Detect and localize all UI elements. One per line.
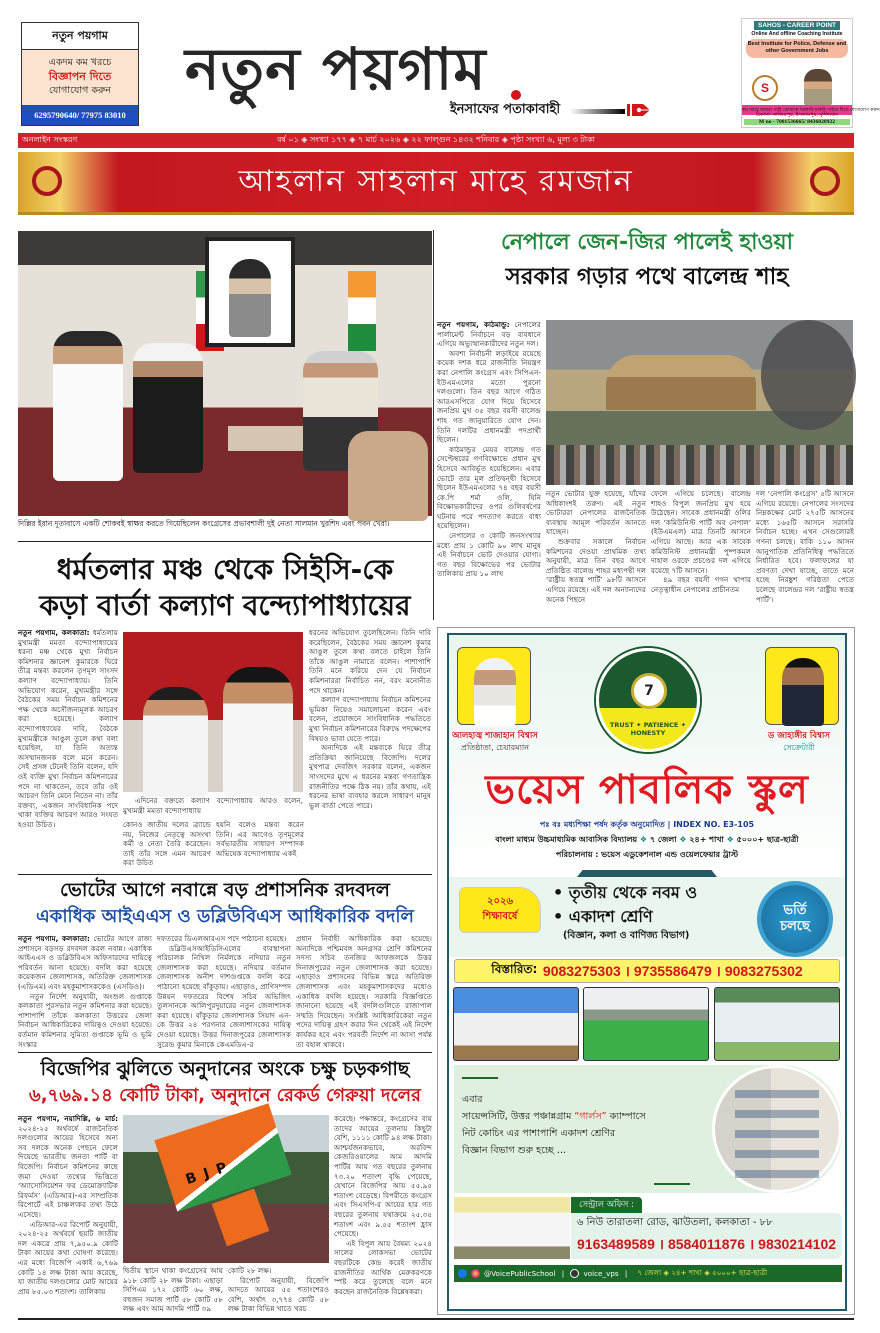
founder-photo xyxy=(457,647,531,725)
contact-number[interactable]: 9083275302 xyxy=(724,963,803,979)
bjp-column-1 xyxy=(18,1114,118,1314)
india-flag xyxy=(348,271,376,351)
instagram-icon[interactable] xyxy=(471,1269,480,1278)
campus-photo xyxy=(453,987,579,1061)
central-office xyxy=(454,1197,842,1259)
founder-role: প্রতিষ্ঠাতা, চেয়ারম্যান xyxy=(460,743,530,752)
bjp-column-4 xyxy=(334,1114,432,1314)
bjp-column-3 xyxy=(228,1266,329,1314)
ad-subtitle: Online And offline Coaching Institute xyxy=(751,31,843,37)
edition-date-bar xyxy=(18,133,854,148)
ad-phone: 6295790640/ 77975 83010 xyxy=(22,105,138,125)
voice-public-school-ad[interactable] xyxy=(437,627,855,1315)
body-text: নতুন নির্দেশ অনুযায়ী, অংশুল গুপ্তাকে কলকাতা পুরসভার নতুন কমিশনার করা হয়েছে। পাশাপাশি তাঁকে কলকাতা উত্তরের জেলা নির্বাচন আধিকারিকের দায়িত্বও দেওয়া হয়েছে। বর্তমান কমিশনার সুমিতা গুপ্তাকে ভূমি ও ভূমি সংস্কার xyxy=(18,991,152,1049)
body-text: এই বিপুল আয় বৈষম্য ২০২৪ সালের লোকসভা ভোটের বছরটিকে কেন্দ্র করেই জাতীয় রাজনীতির আর্থিক মেরুকরণকে স্পষ্ট করে তুলেছে বলে মনে করছেন রাজনৈতিক বিশ্লেষকরা। xyxy=(334,1238,432,1296)
notice-line: এবার xyxy=(462,1094,483,1105)
ad-pitch: Best Institute for Police, Defense and other Government Jobs xyxy=(746,39,848,58)
body-text: নেপালের পার্লামেন্ট নির্বাচনে বড় ব্যবধানে এগিয়ে অভ্যুত্থানকারীদের নতুন দল। xyxy=(437,320,541,349)
ramzan-banner xyxy=(18,152,854,215)
bjp-column-2: দ্বিতীয় স্থানে থাকা কংগ্রেসের আয় ৯১৮ কোটি ২৮ লক্ষ টাকা। এছাড়া সিপিএম ১৭২ কোটি ৬০ লক্ষ, বহুজন সমাজ পার্টি ৫৮ কোটি ৫৮ লক্ষ এবং আম আদমি পার্টি ৩৯ xyxy=(123,1266,223,1314)
office-details xyxy=(571,1213,842,1259)
social-footer xyxy=(454,1265,842,1282)
diamond-icon: ❖ xyxy=(639,835,650,844)
x-twitter-icon[interactable] xyxy=(570,1269,579,1278)
separator: | xyxy=(622,1269,628,1278)
badge-line: চলছে xyxy=(780,919,810,934)
ad-line-highlight: বিজ্ঞাপন দিতে xyxy=(48,70,112,84)
pen-nib-icon xyxy=(627,101,651,119)
body-text: ধর্মতলায় মুখ্যমন্ত্রী মমতা বন্দ্যোপাধ্যায়ের ধরনা মঞ্চ থেকে মুখ্য নির্বাচন কমিশনার জ্ঞানেশ কুমারকে ঘিরে তীব্র মন্তব্য করলেন তৃণমূল সাংসদ কল্যাণ বন্দ্যোপাধ্যায়। তিনি অভিযোগ করেন, মুখ্যমন্ত্রীর সঙ্গে বৈঠকের সময় নির্বাচন কমিশনের পক্ষ থেকে অসৌজন্যমূলক আচরণ করা হয়েছে। কল্যাণ বন্দ্যোপাধ্যায়ের দাবি, বৈঠকে মুখ্যমন্ত্রীকে আঙুল তুলে কথা বলা হয়েছিল, যা তিনি অত্যন্ত অসম্মানজনক বলে মনে করেন। সেই প্রসঙ্গ টেনেই তিনি বলেন, যদি ওই ব্যক্তি মুখ্য নির্বাচন কমিশনারের পদে না থাকতেন, তবে তাঁর ওই আচরণ তিনি মেনে নিতেন না। তাঁর বক্তব্য, একজন সাংবিধানিক পদে থাকা ব্যক্তির আচরণ আরও সংযত হওয়া উচিত। xyxy=(18,628,118,829)
body-text: অবশ্য নির্বাচনী লড়াইয়ে রয়েছে কয়েক দশক ধরে রাজনীতি নিয়ন্ত্রণ করা নেপালি কংগ্রেস এবং সিপিএন-ইউএমএলের মতো পুরনো দলগুলো। তিন বছর আগে গঠিত আরএসপিতে যোগ দিয়ে হিসেবে জনপ্রিয় মুখ ৩৫ বছর বয়সী বালেন্দ্র শাহ গত জানুয়ারিতে যোগ দেন। তিনি দলটির প্রধানমন্ত্রী পদপ্রার্থী ছিলেন। xyxy=(437,348,541,445)
social-handle[interactable]: @VoicePublicSchool xyxy=(484,1269,556,1278)
dateline: নতুন পয়গাম, কলকাতা: xyxy=(18,628,90,637)
body-text: করেছে। পক্ষান্তরে, কংগ্রেসের ব্যয় তাদের আয়ের তুলনায় কিছুটা বেশি, ১১১১ কোটি ৯৪ লক্ষ টাকা। আশ্চর্যজনকভাবে, অরবিন্দ কেজরিওয়ালের আম আদমি পার্টির আয় গত বছরের তুলনায় ৭৩.২০ শতাংশ বৃদ্ধি পেয়েছে, যেখানে বিজেপির আয় ৫৫.৯৫ শতাংশ বেড়েছে। বিপরীতে কংগ্রেস এবং সিএসপি-র আয়ের হার গত বছরের তুলনায় যথাক্রমে ২৫.৩৫ শতাংশ এবং ৯.৫৫ শতাংশ হ্রাস পেয়েছে। xyxy=(334,1114,432,1239)
girls-campus-notice xyxy=(454,1065,842,1193)
divider xyxy=(462,1077,498,1079)
nepal-column-2 xyxy=(546,489,646,616)
badge-line: ভর্তি xyxy=(783,903,807,918)
headline-bjp[interactable]: বিজেপির ঝুলিতে অনুদানের অংকে চক্ষু চড়কগাছ xyxy=(40,1058,410,1080)
campus-photo xyxy=(583,987,709,1061)
admission-open-badge xyxy=(761,885,829,953)
kalyan-column-4 xyxy=(309,628,431,870)
seal-motto: TRUST ✦ PATIENCE ✦ HONESTY xyxy=(609,721,687,737)
office-phone[interactable]: 8584011876 xyxy=(667,1236,746,1252)
notice-line: বিজ্ঞান বিভাগ শুরু হচ্ছে ... xyxy=(462,1145,566,1156)
seal-core: 7 xyxy=(631,673,667,709)
separator: । xyxy=(620,962,634,979)
body-text: শুক্রবার সকালে নির্বাচন কমিশনের দেওয়া প্রাথমিক তথ্য অনুযায়ী, মাত্র তিন বছর আগে প্রতিষ্ঠিত বালেন্দ্র শাহর মধ্যপন্থী দল ‘রাষ্ট্রীয় স্বতন্ত্র পার্টি’ ৯৮টি আসনে এগিয়ে রয়েছে। এই দল অন্যান্যদের অনেক পিছনে xyxy=(546,536,646,604)
year: ২০২৬ xyxy=(486,896,513,907)
issue-info: বর্ষ ০১ ◈ সংখ্যা ১৭৭ ◈ ৭ মার্চ ২০২৬ ◈ ২২ ফাল্গুন ১৪৩২ শনিবার ◈ পৃষ্ঠা সংখ্যা ৬, মূল্য ৩ টাকা xyxy=(276,135,596,144)
photo-bjp-rally[interactable] xyxy=(123,1115,329,1263)
framed-portrait xyxy=(205,237,295,347)
girls-campus-photo xyxy=(712,1065,842,1193)
ad-brand: নতুন পয়গাম xyxy=(22,23,138,50)
divider xyxy=(18,874,432,875)
contact-bar xyxy=(454,959,840,983)
column-divider xyxy=(433,230,434,620)
contact-number[interactable]: 9735586479 xyxy=(633,963,712,979)
headline-nabanna[interactable]: ভোটের আগে নবান্নে বড় প্রশাসনিক রদবদল xyxy=(60,879,390,901)
summary-item: ৭ জেলা xyxy=(649,835,677,844)
banner-text: আহলান সাহলান মাহে রমজান xyxy=(238,163,634,199)
managed-by: পরিচালনায় : ভয়েস এডুকেশনাল এন্ড ওয়েলফেয়ার ট্রাস্ট xyxy=(555,850,739,859)
headline-line: কড়া বার্তা কল্যাণ বন্দ্যোপাধ্যায়ের xyxy=(39,589,411,622)
nabanna-column-3: প্রধান নির্বাহী আধিকারিক করা হয়েছে। অন্যদিকে পশ্চিমবঙ্গ অনগ্রসর শ্রেণি কমিশনের সদস্য সচিব তনজির আফজলকে উত্তর দিনাজপুরের নতুন জেলাশাসক করা হয়েছে। এছাড়াও প্রশাসনের বিভিন্ন স্তরে অতিরিক্ত জেলাশাসক এবং মহকুমাশাসকদের মধ্যেও একাধিক বদলি হয়েছে। সরকারি বিজ্ঞপ্তিতে জানানো হয়েছে এই বদলিগুলিতে রাজ্যপাল সম্মতি দিয়েছেন। সংশ্লিষ্ট আধিকারিকেরা নতুন পদের দায়িত্ব গ্রহণ করার দিন থেকেই এই নির্দেশ কার্যকর হবে এবং পরবর্তী নির্দেশ না আসা পর্যন্ত তা বহাল থাকবে। xyxy=(296,934,432,1049)
secretary-role: সেক্রেটারী xyxy=(783,743,815,752)
person xyxy=(133,343,203,473)
decorative-tab xyxy=(577,870,717,877)
office-phone[interactable]: 9163489589 xyxy=(577,1236,655,1252)
diamond-icon: ❖ xyxy=(679,835,690,844)
body-text: ৪৯ বছর বয়সী গগন থাপার নেতৃত্বাধীন নেপালের প্রাচীনতম xyxy=(651,575,751,594)
contact-number[interactable]: 9083275303 xyxy=(542,963,621,979)
logo-rule xyxy=(570,109,625,114)
logo-tagline: ইনসাফের পতাকাবাহী xyxy=(450,102,561,117)
contact-label: বিস্তারিত: xyxy=(491,962,538,976)
notice-line: সায়েন্সসিটি, উত্তর পঞ্চান্নগ্রাম “গার্লস” ক্যাম্পাসে xyxy=(462,1111,646,1122)
ad-line: যোগাযোগ করুন xyxy=(49,84,111,96)
secretary-photo xyxy=(765,647,839,725)
year-label: শিক্ষাবর্ষে xyxy=(482,911,518,922)
headline-line: ধর্মতলার মঞ্চ থেকে সিইসি-কে xyxy=(56,553,394,586)
summary-item: ২৪+ শাখা xyxy=(689,835,724,844)
campus-photo xyxy=(714,987,840,1061)
subhead-nepal: সরকার গড়ার পথে বালেন্দ্র শাহ xyxy=(505,264,789,290)
person xyxy=(348,431,428,521)
flag-text: BJP xyxy=(183,1157,237,1189)
school-summary xyxy=(449,834,845,845)
body-text: এদিনের বক্তব্যে কল্যাণ বন্দ্যোপাধ্যায় আরও বলেন, মুখ্যমন্ত্রী মমতা বন্দ্যোপাধ্যায় xyxy=(123,796,303,815)
ornament-icon xyxy=(32,166,62,196)
kalyan-column-3: হয়নি বলেও মন্তব্য করেন তিনি। এর আগেও তৃণমূলের সর্বভারতীয় সাধারণ সম্পাদক অভিষেক বন্দ্যোপাধ্যায় একই xyxy=(216,820,304,858)
smoke xyxy=(761,320,856,430)
nabanna-column-1 xyxy=(18,934,152,1048)
ad-line: একদম কম খরচে xyxy=(48,57,112,69)
advertise-with-us-ad[interactable] xyxy=(21,22,139,126)
ad-message xyxy=(22,50,138,105)
office-phone[interactable]: 9830214102 xyxy=(758,1236,837,1252)
school-seal-logo xyxy=(596,648,700,752)
ad-mobile: M no - 7001536665/ 8436020922 xyxy=(744,119,850,125)
dateline: নতুন পয়গাম, নয়াদিল্লি, ৬ মার্চ: xyxy=(18,1114,118,1123)
nepal-column-3 xyxy=(651,489,751,616)
secretary-name: ড জাহাঙ্গীর বিশ্বাস xyxy=(767,731,830,741)
body-text: কোটি ২৮ লক্ষ। xyxy=(228,1266,272,1275)
ad-banner: কম খরচে আমরা পারি তোমাকে সরকারি চাকরি পাইয়ে দিতে যোগাযোগ করুন xyxy=(742,105,852,115)
nepal-column-4: দল ‘নেপালি কংগ্রেস’ ৫টি আসনে এগিয়ে রয়েছে। নেপালের সংসদের নিম্নকক্ষের মোট ২৭৫টি আসনের মধ্যে ১৬৫টি আসনে সরাসরি নির্বাচন হচ্ছে। এখন সেগুলোরই গণনা চলছে। বাকি ১১০ আসন আনুপাতিক প্রতিনিধিত্ব পদ্ধতিতে নির্ধারিত হবে। ফলাফলের যা প্রবণতা দেখা যাচ্ছে, তাতে মনে হচ্ছে নিরঙ্কুশ গরিষ্ঠতা পেতে চলেছে বালেন্দ্রর দল ‘রাষ্ট্রীয় স্বতন্ত্র পার্টি’। xyxy=(756,489,854,604)
streams: (বিজ্ঞান, কলা ও বাণিজ্য বিভাগ) xyxy=(563,930,690,941)
divider xyxy=(18,541,432,542)
school-name: ভয়েস পাবলিক স্কুল xyxy=(485,767,809,813)
sahos-career-point-ad[interactable] xyxy=(741,18,880,128)
body-text: কাঠমান্ডুর মেয়র বালেন্দ্র গত সেপ্টেম্বরের গণবিক্ষোভে প্রধান মুখ হিসেবে আবির্ভূত হয়েছিলেন। এবার ভোটে তার মূল প্রতিদ্বন্দ্বী হিসেবে ছিলেন ইউএমএলের ৭৪ বছর বয়সী কে.পি শর্মা ওলি, যিনি বিক্ষোভকারীদের ওপর গুলিবর্ষণের ঘটনায় পরে পদত্যাগ করতে বাধ্য হয়েছিলেন। xyxy=(437,444,541,531)
parliament-building xyxy=(606,355,756,410)
social-handle[interactable]: voice_vps xyxy=(583,1269,619,1278)
lead-photo-iran-embassy[interactable] xyxy=(18,231,432,516)
subhead-bjp: ৬,৭৬৯.১৪ কোটি টাকা, অনুদানে রেকর্ড গেরুয়া দলের xyxy=(29,1085,421,1106)
classes-offered xyxy=(553,881,753,943)
logo-dot xyxy=(511,90,521,100)
logo-name: নতুন পয়গাম xyxy=(185,35,487,103)
body-text: নতুন ভোটার যুক্ত হয়েছে, যাঁদের অধিকাংশই তরুণ। এই নতুন ভোটাররা নেপালের রাজনৈতিক ব্যবস্থায় আমূল পরিবর্তন আনতে যাচ্ছেন। xyxy=(546,489,646,537)
notice-line: নিট কোচিং এর পাশাপাশি একাদশ শ্রেণির xyxy=(462,1128,616,1139)
divider xyxy=(18,1052,432,1053)
body-text: কল্যাণ বন্দ্যোপাধ্যায় নির্বাচন কমিশনের ভূমিকা নিয়েও সমালোচনা করেন এবং বলেন, প্রয়োজনে সাংবিধানিক পদ্ধতিতে মুখ্য নির্বাচন কমিশনারের বিরুদ্ধে পদক্ষেপের বিষয়ও ভাবা যেতে পারে। xyxy=(309,695,431,743)
kalyan-column-2: কোনও জাতীয় দলের ব্র্যান্ডে নয়, নিজের নেতৃত্বে অসংখ্য কর্মী ও নেতা তৈরি করেছেন। তাই তাঁর সঙ্গে এমন আচরণ করা উচিত xyxy=(123,820,211,868)
summary-item: বাংলা মাধ্যম উচ্চমাধ্যমিক আবাসিক বিদ্যালয় xyxy=(495,835,638,844)
person xyxy=(223,667,293,797)
class-item: • তৃতীয় থেকে নবম ও xyxy=(553,883,698,902)
class-item: • একাদশ শ্রেণি xyxy=(553,907,653,926)
diamond-icon: ❖ xyxy=(726,835,737,844)
body-text: ২০২৪-২৫ অর্থবর্ষে রাজনৈতিক দলগুলোর আয়ের হিসেবে অন্য সব দলকে অনেক পেছনে ফেলে দিয়েছে ভারতীয় জনতা পার্টি বা বিজেপি। নির্বাচন কমিশনের কাছে জমা দেওয়া তথ্যের ভিত্তিতে ‘অ্যাসোসিয়েশন ফর ডেমোক্র্যাটিক রিফর্মস’ (এডিআর)-এর সাম্প্রতিক রিপোর্টে এই চাঞ্চল্যকর তথ্য উঠে এসেছে। xyxy=(18,1123,118,1219)
dateline: নতুন পয়গাম, কাঠমান্ডু: xyxy=(437,320,510,329)
newspaper-logo[interactable] xyxy=(185,35,645,128)
ad-title: SAHOS - CAREER POINT xyxy=(754,21,840,30)
footer-stats: ৭ জেলা ◈ ২৪+ শাখা ◈ ৫০০০+ ছাত্র-ছাত্রী xyxy=(637,1267,768,1277)
nabanna-column-2 xyxy=(157,934,291,1048)
separator: । xyxy=(711,962,725,979)
academic-year-tag xyxy=(459,887,541,933)
ad-address: ঠিকানা- নাজিরপুর, ইসলামপুর, মুর্শিদাবাদ xyxy=(755,112,839,118)
body-text: ধরনের অভিযোগ তুলেছিলেন। তিনি দাবি করেছিলেন, বৈঠকের সময় জ্ঞানেশ কুমার আঙুল তুলে কথা বলতে চাইলে তিনি তাঁকে আঙুল নামাতে বলেন। পাশাপাশি তিনি মনে করিয়ে দেন যে নির্বাচন কমিশনাররা নির্বাচিত নন, বরং মনোনীত পদে থাকেন। xyxy=(309,628,431,695)
facebook-icon[interactable] xyxy=(458,1269,467,1278)
ad-person-photo xyxy=(804,69,832,105)
body-text: রিপোর্ট অনুযায়ী, বিজেপি আদতে আয়ের ৫৫ শতাংশেরও বেশি, অর্থাৎ ৩,৭৭৪ কোটি ৫৮ লক্ষ টাকা বিভিন্ন খাতে খরচ xyxy=(228,1275,329,1314)
notice-text xyxy=(462,1091,708,1159)
divider xyxy=(654,1183,690,1185)
office-address: ৬ নিউ তারাতলা রোড, ঝাউতলা, কলকাতা - ৮৮ xyxy=(577,1217,773,1228)
ad-frame xyxy=(447,633,847,1311)
photo-nepal-parliament-fire[interactable] xyxy=(546,320,853,485)
ornament-icon xyxy=(810,166,840,196)
crowd xyxy=(546,445,853,485)
person xyxy=(53,331,123,481)
body-text: ডব্লিউএসআইডিসিএলের ব্যবস্থাপনা পরিচালক নিখিল নির্মলকে নদিয়ার নতুন জেলাশাসক করা হয়েছে। নদিয়ার বর্তমান জেলাশাসক অনীশ দাশগুপ্তকে বদলি করে পাঠানো হয়েছে বাঁকুড়ায়। এছাড়াও, প্রাণিসম্পদ উন্নয়ন দফতরের বিশেষ সচিব অভিজিৎ তুলসানকে আলিপুরদুয়ারের নতুন জেলাশাসক করা হয়েছে। বাঁকুড়ার জেলাশাসক সিয়াদ এন-কে উত্তর ২৪ পরগনার জেলাশাসকের দায়িত্ব দেওয়া হয়েছে। উত্তর দিনাজপুরের জেলাশাসক সুরেন্দ্র কুমার মিনাকে কেএমডিএ-র xyxy=(157,943,291,1049)
lead-photo-caption: দিল্লির ইরান দূতাবাসে একটি শোকবই স্বাক্ষর করতে গিয়েছিলেন কংগ্রেসের প্রভাবশালী দুই নেতা সালমান খুরশিদ এবং পবন খেরা। xyxy=(18,519,390,528)
office-photo xyxy=(454,1197,570,1259)
edition-label: অনলাইন সংস্করণ xyxy=(22,135,78,144)
nepal-column-1 xyxy=(437,320,541,616)
photo-mamata-abhishek[interactable] xyxy=(123,632,303,792)
body-text: ভোটের আগে রাজ্য প্রশাসনে বড়সড় রদবদল করল নবান্ন। একাধিক আইএএস ও ডব্লিউবিএস অফিসারদের দায়িত্বে পরিবর্তন আনা হয়েছে। বদলি করা হয়েছে কয়েকজন জেলাশাসক, অতিরিক্ত জেলাশাসক (এডিএম) এবং মহকুমাশাসককেও (এসডিও)। xyxy=(18,934,152,991)
body-text: অন্যদিকে এই মন্তব্যকে ঘিরে তীব্র প্রতিক্রিয়া জানিয়েছে বিজেপি। দলের মুখপাত্র দেবজিৎ সরকার বলেন, একজন সাংসদের মুখে এ ধরনের মন্তব্য গণতান্ত্রিক রাজনীতির পক্ষে ঠিক নয়। তাঁর কথায়, এই ধরনের ভাষা ব্যবহার করলে সাধারণ মানুষ ভুল বার্তা পেতে পারে। xyxy=(309,743,431,810)
body-text: ফেলে এগিয়ে চলেছে। বালেন্দ্র শাহও বিপুল জনপ্রিয় মুখ হয়ে উঠেছেন। সাবেক প্রধানমন্ত্রী ওলির দল ‘কমিউনিস্ট পার্টি অব নেপাল’ (ইউএমএল) মাত্র তিনটি আসনে এগিয়ে আছে। আর এক সাবেক কমিউনিস্ট প্রধানমন্ত্রী পুষ্পকমল দাহাল ওরফে প্রচণ্ডের দল এগিয়ে রয়েছে ৭টি আসনে। xyxy=(651,489,751,575)
body-text: এডিআর-এর রিপোর্ট অনুযায়ী, ২০২৪-২৫ অর্থবর্ষে ছয়টি জাতীয় দল একত্রে প্রায় ৭,৯৫০.৯ কোটি টাকা আয়ের কথা ঘোষণা করেছে। এর মধ্যে বিজেপি একাই ৬,৭৬৯ কোটি ১৪ লক্ষ টাকা আয় করেছে, যা জাতীয় দলগুলোর মোট আয়ের প্রায় ৮৫.০৩ শতাংশ। তালিকায় xyxy=(18,1219,118,1296)
dateline: নতুন পয়গাম, কলকাতা: xyxy=(18,934,90,943)
headline-kalyan[interactable] xyxy=(18,552,432,624)
separator: | xyxy=(559,1269,567,1278)
page-bottom-rule xyxy=(18,1318,854,1320)
affiliation: পঃ বঃ মধ্যশিক্ষা পর্ষদ কর্তৃক অনুমোদিত | INDEX NO. E3-105 xyxy=(539,820,755,829)
subhead-nabanna: একাধিক আইএএস ও ডব্লিউবিএস আধিকারিক বদলি xyxy=(36,906,414,927)
sahos-seal-logo: S xyxy=(752,75,778,101)
body-text: দফতরের ডিএলআরএস পদে পাঠানো হয়েছে। xyxy=(157,934,287,943)
founder-name: আলহাজ্ব শাজাহান বিশ্বাস xyxy=(452,731,538,741)
kalyan-column-1-continued xyxy=(123,796,303,816)
headline-nepal[interactable]: নেপালে জেন-জির পালেই হাওয়া xyxy=(501,230,793,255)
office-label: সেন্ট্রাল অফিস : xyxy=(571,1197,642,1213)
kalyan-column-1 xyxy=(18,628,118,870)
body-text: নেপালের ৩ কোটি জনসংখ্যার মধ্যে প্রায় ১ কোটি ৯০ লাখ মানুষ এই নির্বাচনে ভোট দেওয়ার যোগ্য। গত বছর বিক্ষোভের পর ভোটার তালিকায় প্রায় ১০ লাখ xyxy=(437,531,541,579)
bjp-flag xyxy=(154,1103,291,1211)
summary-item: ৫০০০+ ছাত্র-ছাত্রী xyxy=(736,835,799,844)
person xyxy=(143,687,208,797)
office-phones: 9163489589 । 8584011876 । 9830214102 xyxy=(577,1236,837,1252)
